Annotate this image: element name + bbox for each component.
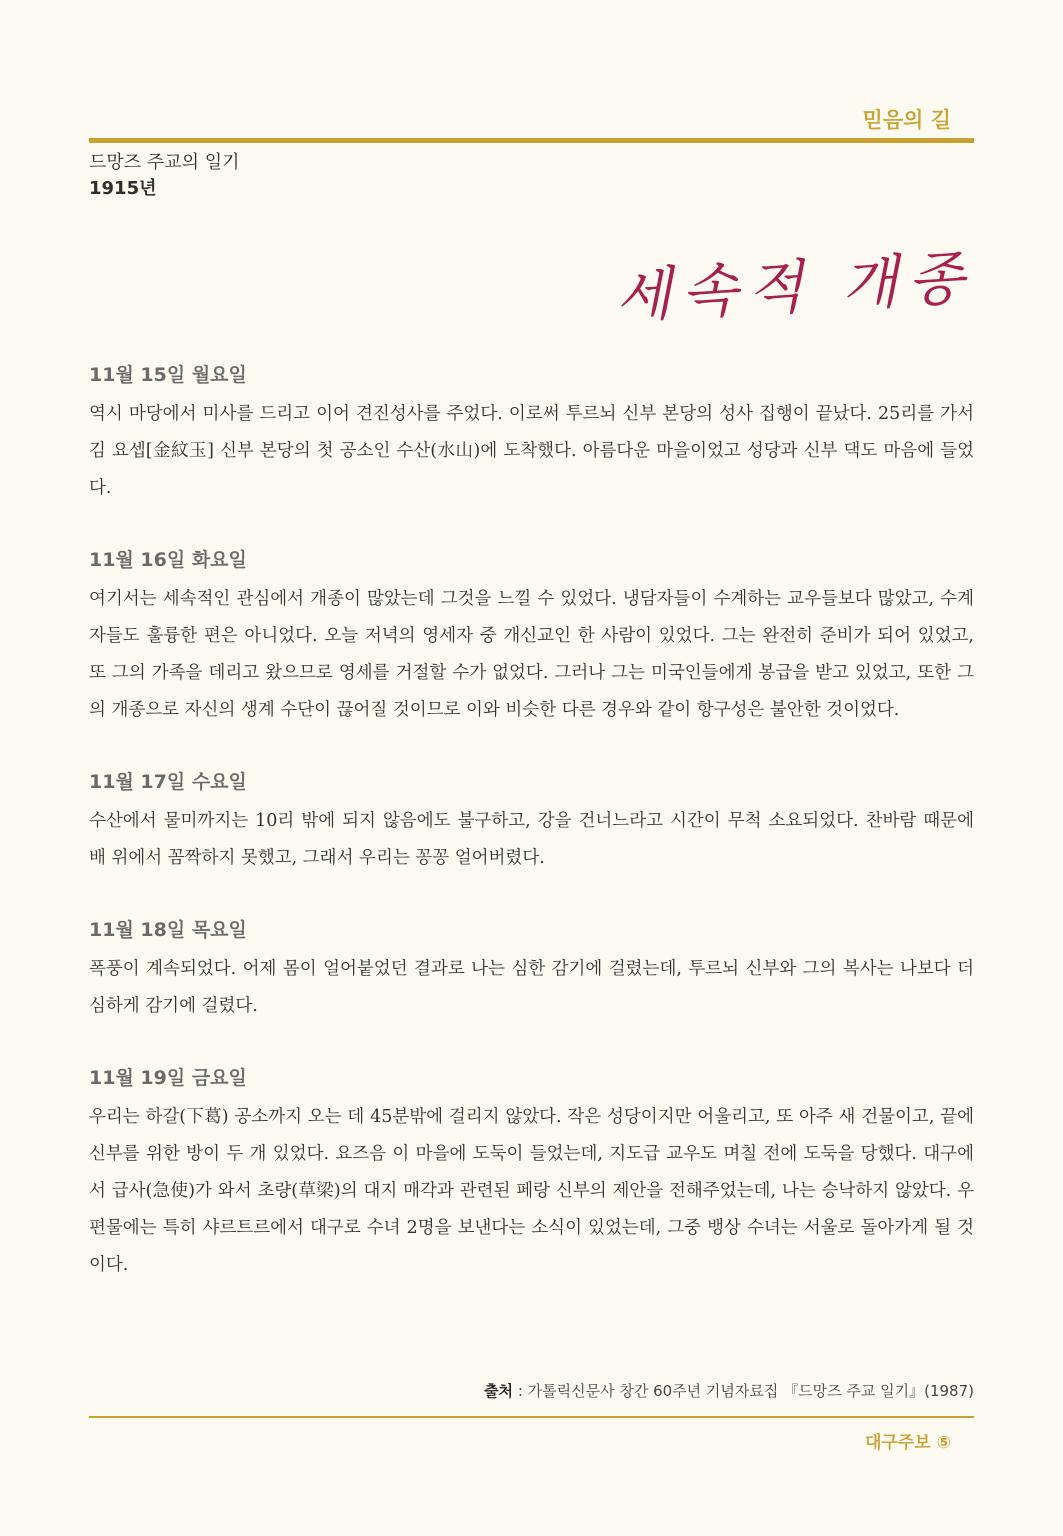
series-heading bbox=[89, 150, 240, 202]
entry-date: 11월 18일 목요일 bbox=[89, 919, 247, 941]
diary-entries bbox=[89, 360, 974, 1322]
top-divider bbox=[89, 138, 974, 143]
page-title: 세속적 개종 bbox=[614, 243, 976, 331]
publication-footer: 대구주보 ⑤ bbox=[865, 1433, 951, 1453]
diary-entry bbox=[89, 915, 974, 1025]
entry-text: 우리는 하갈(下葛) 공소까지 오는 데 45분밖에 걸리지 않았다. 작은 성당이지만 어울리고, 또 아주 새 건물이고, 끝에 신부를 위한 방이 두 개 있었다. 요즈음 이 마을에 도둑이 들었는데, 지도급 교우도 며칠 전에 도둑을 당했다. 대구에서 급사(急使)가 와서 초량(草梁)의 대지 매각과 관련된 페랑 신부의 제안을 전해주었는데, 나는 승낙하지 않았다. 우편물에는 특히 샤르트르에서 대구로 수녀 2명을 보낸다는 소식이 있었는데, 그중 뱅상 수녀는 서울로 돌아가게 될 것이다. bbox=[89, 1107, 974, 1275]
diary-entry bbox=[89, 545, 974, 729]
entry-text: 여기서는 세속적인 관심에서 개종이 많았는데 그것을 느낄 수 있었다. 냉담자들이 수계하는 교우들보다 많았고, 수계자들도 훌륭한 편은 아니었다. 오늘 저녁의 영세자 중 개신교인 한 사람이 있었다. 그는 완전히 준비가 되어 있었고, 또 그의 가족을 데리고 왔으므로 영세를 거절할 수가 없었다. 그러나 그는 미국인들에게 봉급을 받고 있었고, 또한 그의 개종으로 자신의 생계 수단이 끊어질 것이므로 이와 비슷한 다른 경우와 같이 항구성은 불안한 것이었다. bbox=[89, 589, 974, 720]
series-name: 드망즈 주교의 일기 bbox=[89, 152, 240, 173]
entry-date: 11월 16일 화요일 bbox=[89, 549, 247, 571]
entry-date: 11월 17일 수요일 bbox=[89, 771, 247, 793]
section-tag: 믿음의 길 bbox=[862, 108, 951, 132]
series-year: 1915년 bbox=[89, 178, 157, 199]
entry-date: 11월 19일 금요일 bbox=[89, 1067, 247, 1089]
diary-entry bbox=[89, 360, 974, 507]
bottom-divider bbox=[89, 1416, 974, 1418]
entry-date: 11월 15일 월요일 bbox=[89, 364, 247, 386]
entry-text: 수산에서 물미까지는 10리 밖에 되지 않음에도 불구하고, 강을 건너느라고 시간이 무척 소요되었다. 찬바람 때문에 배 위에서 꼼짝하지 못했고, 그래서 우리는 꽁꽁 얼어버렸다. bbox=[89, 811, 974, 868]
source-label: 출처 bbox=[484, 1382, 514, 1400]
source-citation bbox=[484, 1380, 974, 1401]
source-text: : 가톨릭신문사 창간 60주년 기념자료집 『드망즈 주교 일기』(1987) bbox=[513, 1382, 974, 1400]
entry-text: 역시 마당에서 미사를 드리고 이어 견진성사를 주었다. 이로써 투르뇌 신부 본당의 성사 집행이 끝났다. 25리를 가서 김 요셉[金紋玉] 신부 본당의 첫 공소인 수산(水山)에 도착했다. 아름다운 마을이었고 성당과 신부 댁도 마음에 들었다. bbox=[89, 404, 974, 498]
diary-entry bbox=[89, 767, 974, 877]
entry-text: 폭풍이 계속되었다. 어제 몸이 얼어붙었던 결과로 나는 심한 감기에 걸렸는데, 투르뇌 신부와 그의 복사는 나보다 더 심하게 감기에 걸렸다. bbox=[89, 959, 974, 1016]
diary-entry bbox=[89, 1063, 974, 1284]
